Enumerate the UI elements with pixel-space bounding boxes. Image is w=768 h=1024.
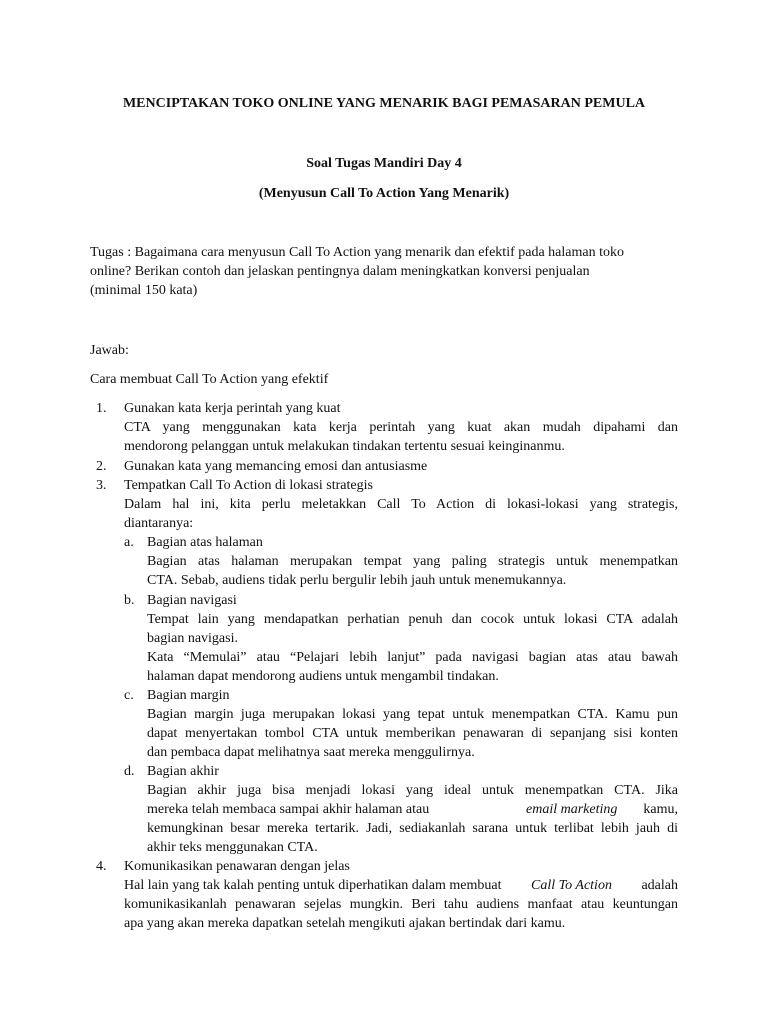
sub-b-line-1: Tempat lain yang mendapatkan perhatian penuh dan cocok untuk lokasi CTA adalah xyxy=(147,612,678,627)
item-1-heading: Gunakan kata kerja perintah yang kuat xyxy=(124,401,341,416)
item-3-body-line-1: Dalam hal ini, kita perlu meletakkan Call To Action di lokasi-lokasi yang strategis, xyxy=(124,497,678,512)
item-3-body-line-2: diantaranya: xyxy=(124,516,194,531)
sub-c-line-3: dan pembaca dapat melihatnya saat mereka menggulirnya. xyxy=(147,745,475,760)
sub-d-line-3: kemungkinan besar mereka tertarik. Jadi, sediakanlah sarana untuk terlibat lebih jauh di xyxy=(147,821,678,836)
sub-a-heading: Bagian atas halaman xyxy=(147,535,263,550)
item-4-number: 4. xyxy=(96,859,107,874)
sub-a-line-2: CTA. Sebab, audiens tidak perlu bergulir lebih jauh untuk menemukannya. xyxy=(147,573,567,588)
item-4-body-line-2: komunikasikanlah penawaran sejelas mungkin. Beri tahu audiens manfaat atau keuntungan xyxy=(124,897,678,912)
sub-d-line-4: akhir teks menggunakan CTA. xyxy=(147,840,318,855)
document-subtitle-topic: (Menyusun Call To Action Yang Menarik) xyxy=(258,186,510,201)
sub-c-heading: Bagian margin xyxy=(147,688,230,703)
task-line-1: Tugas : Bagaimana cara menyusun Call To Action yang menarik dan efektif pada halaman toko xyxy=(90,245,624,260)
sub-b-letter: b. xyxy=(124,593,135,608)
answer-intro: Cara membuat Call To Action yang efektif xyxy=(90,372,329,387)
sub-b-line-2: bagian navigasi. xyxy=(147,631,238,646)
sub-d-line-2-words: mereka telah membaca sampai akhir halaman atau xyxy=(147,802,430,817)
document-title: MENCIPTAKAN TOKO ONLINE YANG MENARIK BAGI PEMASARAN PEMULA xyxy=(122,96,646,111)
sub-d-line-2 xyxy=(147,800,678,819)
sub-d-heading: Bagian akhir xyxy=(147,764,219,779)
sub-a-line-1: Bagian atas halaman merupakan tempat yang paling strategis untuk menempatkan xyxy=(147,554,678,569)
sub-b-line-4: halaman dapat mendorong audiens untuk mengambil tindakan. xyxy=(147,669,499,684)
answer-label: Jawab: xyxy=(90,343,129,358)
sub-c-letter: c. xyxy=(124,688,134,703)
document-subtitle-day: Soal Tugas Mandiri Day 4 xyxy=(306,156,462,171)
item-2-heading: Gunakan kata yang memancing emosi dan antusiasme xyxy=(124,459,428,474)
item-4-body-line-1-words: Hal lain yang tak kalah penting untuk diperhatikan dalam membuat xyxy=(124,878,502,893)
item-3-heading: Tempatkan Call To Action di lokasi strategis xyxy=(124,478,373,493)
item-2-number: 2. xyxy=(96,459,107,474)
sub-b-heading: Bagian navigasi xyxy=(147,593,237,608)
item-4-body-line-1-end: adalah xyxy=(641,878,678,893)
sub-d-line-2-end: kamu, xyxy=(643,802,678,817)
sub-c-line-1: Bagian margin juga merupakan lokasi yang tepat untuk menempatkan CTA. Kamu pun xyxy=(147,707,678,722)
sub-d-line-2-emphasis: email marketing xyxy=(526,802,618,817)
sub-d-line-1: Bagian akhir juga bisa menjadi lokasi yang ideal untuk menempatkan CTA. Jika xyxy=(147,783,678,798)
item-1-number: 1. xyxy=(96,401,107,416)
sub-d-letter: d. xyxy=(124,764,135,779)
item-4-heading: Komunikasikan penawaran dengan jelas xyxy=(124,859,350,874)
item-1-body-line-1: CTA yang menggunakan kata kerja perintah yang kuat akan mudah dipahami dan xyxy=(124,420,678,435)
sub-c-line-2: dapat menyertakan tombol CTA untuk memberikan penawaran di sepanjang sisi konten xyxy=(147,726,678,741)
item-4-body-line-3: apa yang akan mereka dapatkan setelah mengikuti ajakan bertindak dari kamu. xyxy=(124,916,566,931)
item-3-number: 3. xyxy=(96,478,107,493)
item-1-body-line-2: mendorong pelanggan untuk melakukan tindakan tertentu sesuai keinginanmu. xyxy=(124,439,565,454)
sub-b-line-3: Kata “Memulai” atau “Pelajari lebih lanjut” pada navigasi bagian atas atau bawah xyxy=(147,650,678,665)
item-4-body-line-1 xyxy=(124,876,678,895)
item-4-body-line-1-emphasis: Call To Action xyxy=(531,878,612,893)
sub-a-letter: a. xyxy=(124,535,134,550)
task-line-2: online? Berikan contoh dan jelaskan pentingnya dalam meningkatkan konversi penjualan xyxy=(90,264,590,279)
task-line-3: (minimal 150 kata) xyxy=(90,283,198,298)
